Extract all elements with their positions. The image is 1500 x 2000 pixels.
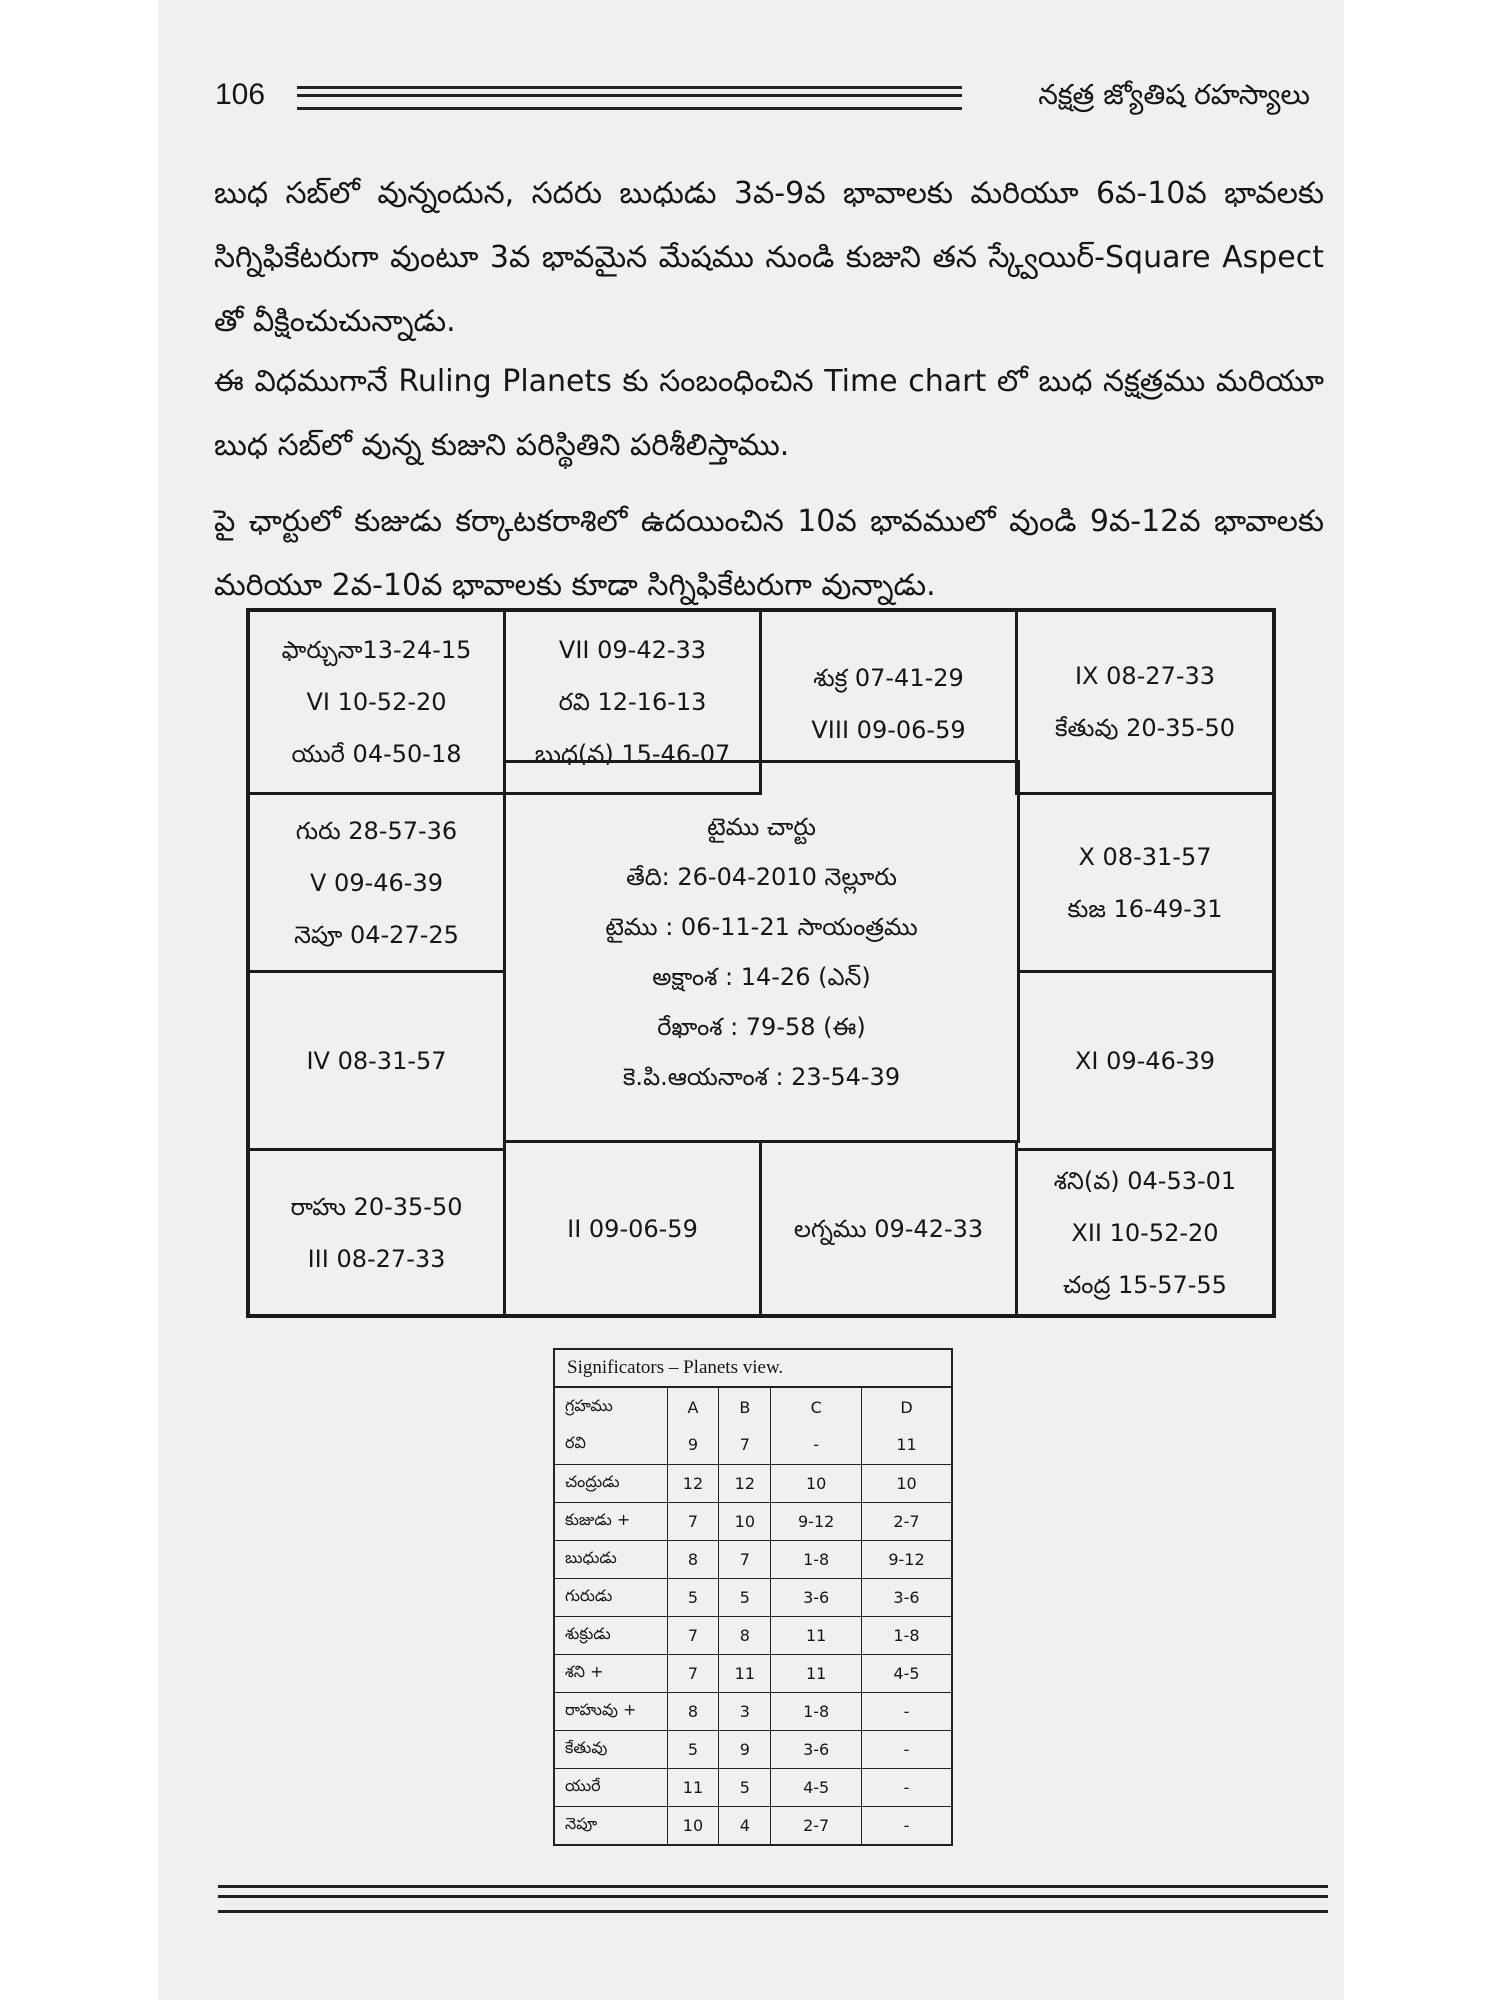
cell-line: ఫార్చునా13-24-15 (281, 636, 472, 664)
column-header: C (771, 1388, 862, 1426)
table-cell: 5 (667, 1578, 719, 1616)
cell-line: II 09-06-59 (567, 1214, 698, 1243)
table-cell: 7 (667, 1654, 719, 1692)
table-cell: 9 (667, 1426, 719, 1464)
table-cell: 7 (667, 1616, 719, 1654)
table-cell: 10 (862, 1464, 952, 1502)
planet-name: రాహువు + (555, 1692, 667, 1730)
planet-name: చంద్రుడు (555, 1464, 667, 1502)
paragraph-2: ఈ విధముగానే Ruling Planets కు సంబంధించిన Time chart లో బుధ నక్షత్రము మరియూ బుధ సబ్‌లో వున్న కుజుని పరిస్థితిని పరిశీలిస్తాము. (214, 364, 1324, 463)
cell-line: రాహు 20-35-50 (290, 1192, 463, 1221)
table-cell: 4-5 (862, 1654, 952, 1692)
cell-line: గురు 28-57-36 (295, 816, 458, 845)
page-number: 106 (215, 78, 266, 111)
column-header: గ్రహము (555, 1388, 667, 1426)
cell-line: రవి 12-16-13 (558, 688, 707, 716)
table-cell: 1-8 (862, 1616, 952, 1654)
table-cell: 7 (667, 1502, 719, 1540)
cell-line: III 08-27-33 (307, 1244, 446, 1273)
chart-date: తేది: 26-04-2010 నెల్లూరు (626, 862, 897, 891)
table-row (555, 1540, 951, 1578)
table-cell: 11 (719, 1654, 771, 1692)
cell-line: VIII 09-06-59 (811, 715, 966, 744)
table-row (555, 1730, 951, 1768)
cell-line: చంద్ర 15-57-55 (1063, 1270, 1227, 1299)
cell-line: లగ్నము 09-42-33 (793, 1214, 984, 1243)
cell-line: నెపూ 04-27-25 (294, 920, 459, 949)
cell-line: XII 10-52-20 (1071, 1218, 1219, 1247)
planet-name: కేతువు (555, 1730, 667, 1768)
cell-line: శని(వ) 04-53-01 (1053, 1166, 1237, 1195)
table-cell: 9 (719, 1730, 771, 1768)
table-cell: 9-12 (771, 1502, 862, 1540)
cell-line: శుక్ర 07-41-29 (813, 663, 964, 692)
table-cell: 12 (719, 1464, 771, 1502)
cell-line: బుధ(వ) 15-46-07 (534, 740, 731, 768)
planet-name: గురుడు (555, 1578, 667, 1616)
table-cell: 10 (719, 1502, 771, 1540)
paragraph-3: పై ఛార్టులో కుజుడు కర్కాటకరాశిలో ఉదయించిన 10వ భావములో వుండి 9వ-12వ భావాలకు మరియూ 2వ-10వ భావాలకు కూడా సిగ్నిఫికేటరుగా వున్నాడు. (214, 504, 1324, 603)
table-cell: 5 (719, 1578, 771, 1616)
table-cell: 1-8 (771, 1692, 862, 1730)
table-row (555, 1692, 951, 1730)
table-cell: 2-7 (862, 1502, 952, 1540)
table-cell: 7 (719, 1540, 771, 1578)
significators-grid (555, 1388, 951, 1844)
paragraph-1: బుధ సబ్‌లో వున్నందున, సదరు బుధుడు 3వ-9వ భావాలకు మరియూ 6వ-10వ భావలకు సిగ్నిఫికేటరుగా వుంటూ 3వ భావమైన మేషము నుండి కుజుని తన స్క్వేయిర్-Square Aspect తో వీక్షించుచున్నాడు. (214, 176, 1324, 339)
chart-center-title: టైము చార్టు (707, 812, 816, 841)
chart-longitude: రేఖాంశ : 79-58 (ఈ) (657, 1012, 866, 1041)
chart-latitude: అక్షాంశ : 14-26 (ఎన్) (652, 962, 871, 991)
chart-cell-9 (250, 973, 506, 1151)
table-cell: 10 (667, 1806, 719, 1844)
chart-time: టైము : 06-11-21 సాయంత్రము (605, 912, 918, 941)
cell-line: X 08-31-57 (1078, 842, 1212, 871)
table-cell: 11 (862, 1426, 952, 1464)
table-cell: 3-6 (771, 1578, 862, 1616)
table-cell: 12 (667, 1464, 719, 1502)
table-cell: 3-6 (862, 1578, 952, 1616)
table-cell: - (862, 1692, 952, 1730)
table-cell: 1-8 (771, 1540, 862, 1578)
table-row (555, 1464, 951, 1502)
column-header: D (900, 1397, 913, 1417)
table-cell: 10 (771, 1464, 862, 1502)
table-cell: 4 (719, 1806, 771, 1844)
planet-name: శుక్రుడు (555, 1616, 667, 1654)
table-cell: 3 (719, 1692, 771, 1730)
chart-cell-13 (250, 1151, 506, 1314)
cell-line: కేతువు 20-35-50 (1054, 714, 1236, 742)
planet-name: యురే (555, 1768, 667, 1806)
header-rule (297, 86, 962, 110)
footer-rule (218, 1885, 1328, 1913)
table-cell: - (771, 1426, 862, 1464)
cell-line: కుజ 16-49-31 (1067, 894, 1223, 923)
chart-cell-4 (1018, 612, 1272, 795)
planet-name: రవి (555, 1426, 667, 1464)
planet-name: శని + (555, 1654, 667, 1692)
table-cell: 7 (719, 1426, 771, 1464)
chart-cell-15 (762, 1143, 1018, 1314)
table-cell: 11 (667, 1768, 719, 1806)
table-cell: 5 (667, 1730, 719, 1768)
chart-cell-1 (250, 612, 506, 795)
chart-center (506, 760, 1020, 1143)
table-cell: 2-7 (771, 1806, 862, 1844)
chart-cell-16 (1018, 1151, 1272, 1314)
significators-table (553, 1348, 953, 1846)
table-cell: 11 (771, 1616, 862, 1654)
cell-line: యురే 04-50-18 (291, 740, 462, 768)
cell-line: XI 09-46-39 (1074, 1046, 1216, 1075)
time-chart (246, 608, 1276, 1318)
cell-line: V 09-46-39 (310, 868, 443, 897)
table-cell: 3-6 (771, 1730, 862, 1768)
table-cell: - (903, 1815, 910, 1835)
table-cell: 5 (719, 1768, 771, 1806)
page-header (215, 78, 1310, 118)
table-cell: 8 (667, 1540, 719, 1578)
significators-title: Significators – Planets view. (555, 1350, 951, 1388)
chart-cell-8 (1018, 795, 1272, 973)
cell-line: VII 09-42-33 (558, 636, 707, 664)
running-title: నక్షత్ర జ్యోతిష రహస్యాలు (1038, 78, 1310, 111)
column-header: A (667, 1388, 719, 1426)
planet-name: బుధుడు (555, 1540, 667, 1578)
planet-name: నెపూ (555, 1806, 667, 1844)
chart-ayanamsa: కె.పి.ఆయనాంశ : 23-54-39 (622, 1062, 901, 1091)
chart-cell-5 (250, 795, 506, 973)
cell-line: IV 08-31-57 (306, 1046, 447, 1075)
table-row (555, 1654, 951, 1692)
table-row (555, 1578, 951, 1616)
planet-name: కుజుడు + (555, 1502, 667, 1540)
chart-cell-12 (1018, 973, 1272, 1151)
chart-cell-14 (506, 1143, 762, 1314)
cell-line: VI 10-52-20 (306, 688, 447, 716)
table-row (555, 1426, 951, 1464)
column-header: B (719, 1388, 771, 1426)
table-cell: 11 (771, 1654, 862, 1692)
cell-line: IX 08-27-33 (1074, 662, 1216, 690)
table-cell: - (862, 1768, 952, 1806)
table-cell: - (862, 1730, 952, 1768)
table-cell: 4-5 (771, 1768, 862, 1806)
table-cell: 8 (719, 1616, 771, 1654)
table-row (555, 1806, 951, 1844)
table-cell: 9-12 (862, 1540, 952, 1578)
table-row (555, 1768, 951, 1806)
table-cell: 8 (667, 1692, 719, 1730)
table-row (555, 1502, 951, 1540)
table-header-row (555, 1388, 951, 1426)
table-row (555, 1616, 951, 1654)
